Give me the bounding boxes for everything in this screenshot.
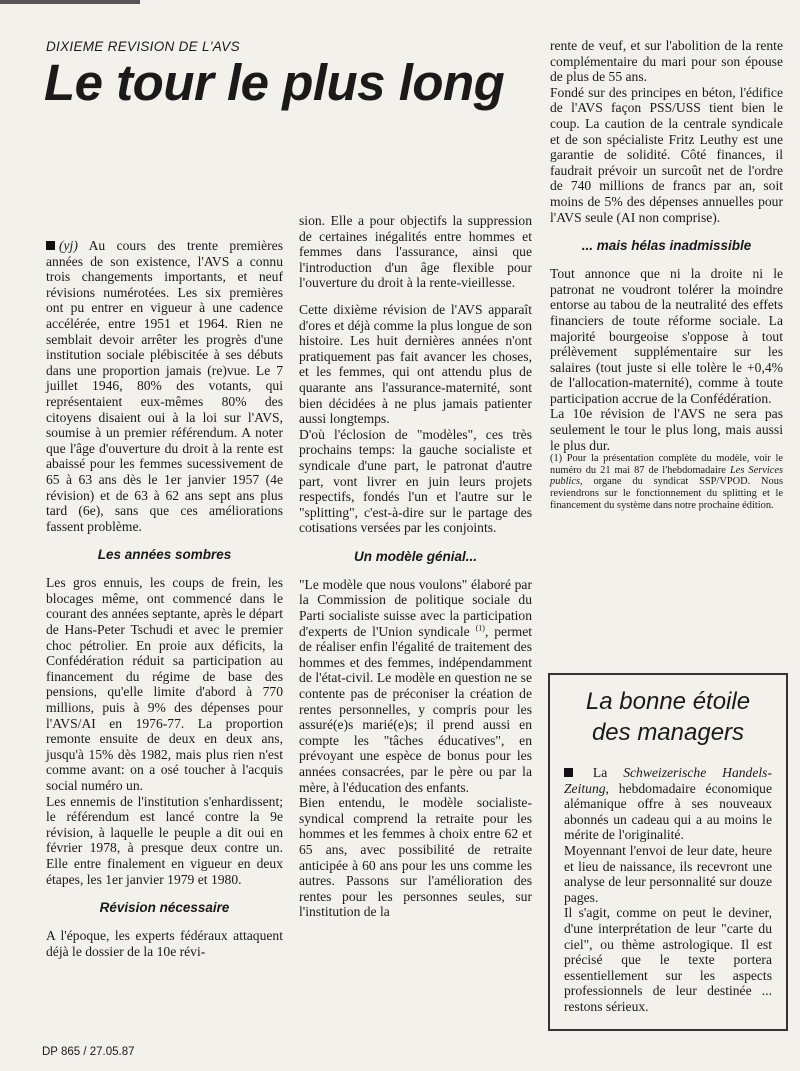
footnote-reference: (1) — [475, 623, 485, 633]
subheading: Les années sombres — [97, 547, 232, 563]
sidebar-box — [548, 673, 788, 1031]
issue-footer: DP 865 / 27.05.87 — [42, 1046, 135, 1058]
paragraph — [564, 765, 772, 843]
paragraph: Bien entendu, le modèle socialiste-syndical comprend la retraite pour les hommes et les femmes à choix entre 62 et 65 ans, avec possibilité de retraite anticipée à 60 ans pour les uns comme les autres. Passons sur l'amélioration des rentes pour les personnes seules, sur l'institution de la — [299, 795, 532, 920]
author-initials: (yj) — [59, 238, 78, 253]
sidebar-title — [550, 686, 786, 748]
sidebar-body — [564, 765, 772, 1015]
paragraph: Les gros ennuis, les coups de frein, les blocages même, ont commencé dans le courant des années septante, après le départ de Hans-Peter Tschudi et avec le premier choc pétrolier. En proie aux déficits, la Confédération réduit sa participation au financement du régime de base des pensions, qu'elle limite d'abord à 770 millions, puis à 9% des dépenses pour l'AVS/AI en 1976-77. La proportion remonte ensuite de deux en deux ans, jusqu'à 15% dès 1982, mais plus rien n'est comme avant: on a osé toucher à l'acquis social numéro un. — [46, 575, 283, 793]
sidebar-title-line: des managers — [591, 719, 745, 746]
sidebar-title-line: La bonne étoile — [585, 688, 751, 715]
paragraph: Cette dixième révision de l'AVS apparaît d'ores et déjà comme la plus longue de son histoire. Les huit dernières années n'ont pratiquement pas fait avancer les choses, et les femmes, qui ont attendu plus de quarante ans l'assurance-maternité, sont bien décidées à ne plus jamais patienter aussi longtemps. — [299, 301, 532, 427]
paragraph: sion. Elle a pour objectifs la suppression de certaines inégalités entre hommes et femmes dans l'assurance, ainsi que l'introduction d'un âge flexible pour l'ouverture du droit à la rente-vieillesse. — [299, 213, 532, 291]
article-title: Le tour le plus long — [44, 54, 505, 111]
paragraph — [46, 238, 283, 534]
article-column-2 — [299, 213, 532, 920]
paragraph-text: "Le modèle que nous voulons" élaboré par la Commission de politique sociale du Parti socialiste suisse avec la participation d'experts de l'Union syndicale — [299, 576, 532, 639]
publication-name: Schweizerische Handels-Zeitung — [564, 765, 772, 796]
paragraph-text: , hebdomadaire économique alémanique offre à ses nouveaux abonnés un cadeau qui a au moins le mérite de l'originalité. — [564, 780, 772, 843]
paragraph-text: Au cours des trente premières années de son existence, l'AVS a connu trois changements importants, et neuf révisions numérotées. Les six premières ont pu entrer en vigueur à une cadence accélérée, entre 1951 et 1964. Rien ne semblait devoir arrêter les progrès d'une institution sociale plébiscitée à ses débuts dans une proportion jamais (re)vue. Le 7 juillet 1946, 80% des votants, qui représentaient eux-mêmes 80% des citoyens disaient oui à la loi sur l'AVS, soumise à un premier référendum. A noter que l'âge d'ouverture du droit à la rente est abaissé pour les femmes sucessivement de 65 à 63 ans dès le 1er janvier 1957 (4e révision) et de 63 à 62 ans sept ans plus tard (6e), sans que ces améliorations fassent problème. — [46, 238, 283, 534]
paragraph: Moyennant l'envoi de leur date, heure et lieu de naissance, ils recevront une analyse de leur personnalité sur douze pages. — [564, 842, 772, 905]
paragraph: Les ennemis de l'institution s'enhardissent; le référendum est lancé contre la 9e révision, à laquelle le peuple a dit oui en février 1978, à presque deux contre un. Elle entre finalement en vigueur en deux étapes, les 1er janvier 1979 et 1980. — [46, 793, 283, 887]
footnote-text: , organe du syndicat SSP/VPOD. Nous reviendrons sur le fonctionnement du splitting et le financement du système dans notre prochaine édition. — [550, 476, 783, 511]
subheading: ... mais hélas inadmissible — [581, 238, 752, 254]
article-kicker: DIXIEME REVISION DE L'AVS — [46, 39, 240, 54]
paragraph: La 10e révision de l'AVS ne sera pas seulement le tour le plus long, mais aussi le plus dur. — [550, 406, 783, 453]
paragraph: Fondé sur des principes en béton, l'édifice de l'AVS façon PSS/USS tient bien le coup. La caution de la centrale syndicale et de son spécialiste Fritz Leuthy est une garantie de solidité. Côté finances, il faudrait prévoir un surcoût net de l'ordre de 740 millions de francs par an, soit moins de 5% des dépenses annuelles pour l'AVS seule (AI non comprise). — [550, 84, 783, 225]
paragraph-text: , permet de réaliser enfin l'égalité de traitement des hommes et des femmes, indépendamment de l'état-civil. Le modèle en question ne se contente pas de préconiser la création de rentes personnelles, y compris pour les assuré(e)s marié(e)s; il prend aussi en compte les "tâches éducatives", en prévoyant une espèce de bonus pour les années consacrées, par le père ou par la mère, à l'éducation des enfants. — [299, 623, 533, 795]
paragraph: Il s'agit, comme on peut le deviner, d'une interprétation de leur "carte du ciel", ou thème astrologique. Il est précisé que le texte portera essentiellement sur les aspects professionnels de leur destinée ... restons sérieux. — [564, 905, 772, 1014]
square-bullet-icon — [564, 768, 573, 777]
paragraph: Tout annonce que ni la droite ni le patronat ne voudront tolérer la moindre entorse au tabou de la neutralité des effets financiers de toute réforme sociale. La majorité bourgeoise s'oppose à tout prélèvement supplémentaire sur les salaires (tout juste si elle tolère le +0,4% de l'allocation-maternité), comme à toute participation accrue de la Confédération. — [550, 266, 783, 406]
publication-name: Les Services publics — [550, 464, 784, 488]
paragraph: rente de veuf, et sur l'abolition de la rente complémentaire du mari pour son épouse de plus de 55 ans. — [550, 38, 783, 85]
footnote-text: (1) Pour la présentation complète du modèle, voir le numéro du 21 mai 87 de l'hebdomadaire — [550, 453, 783, 476]
top-rule — [0, 0, 140, 4]
subheading: Révision nécessaire — [99, 900, 230, 916]
subheading: Un modèle génial... — [353, 548, 478, 564]
square-bullet-icon — [46, 241, 55, 250]
article-column-1 — [46, 238, 283, 959]
paragraph: A l'époque, les experts fédéraux attaquent déjà le dossier de la 10e révi- — [46, 928, 283, 959]
article-column-3 — [550, 38, 783, 511]
paragraph — [299, 577, 532, 795]
paragraph-text: La — [592, 765, 608, 780]
footnote — [550, 453, 783, 511]
paragraph: D'où l'éclosion de "modèles", ces très prochains temps: la gauche socialiste et syndicale d'une part, le patronat d'autre part, vont livrer en juin leurs projets respectifs, fondés l'un et l'autre sur le "splitting", c'est-à-dire sur le partage des cotisations versées par les conjoints. — [299, 426, 532, 536]
